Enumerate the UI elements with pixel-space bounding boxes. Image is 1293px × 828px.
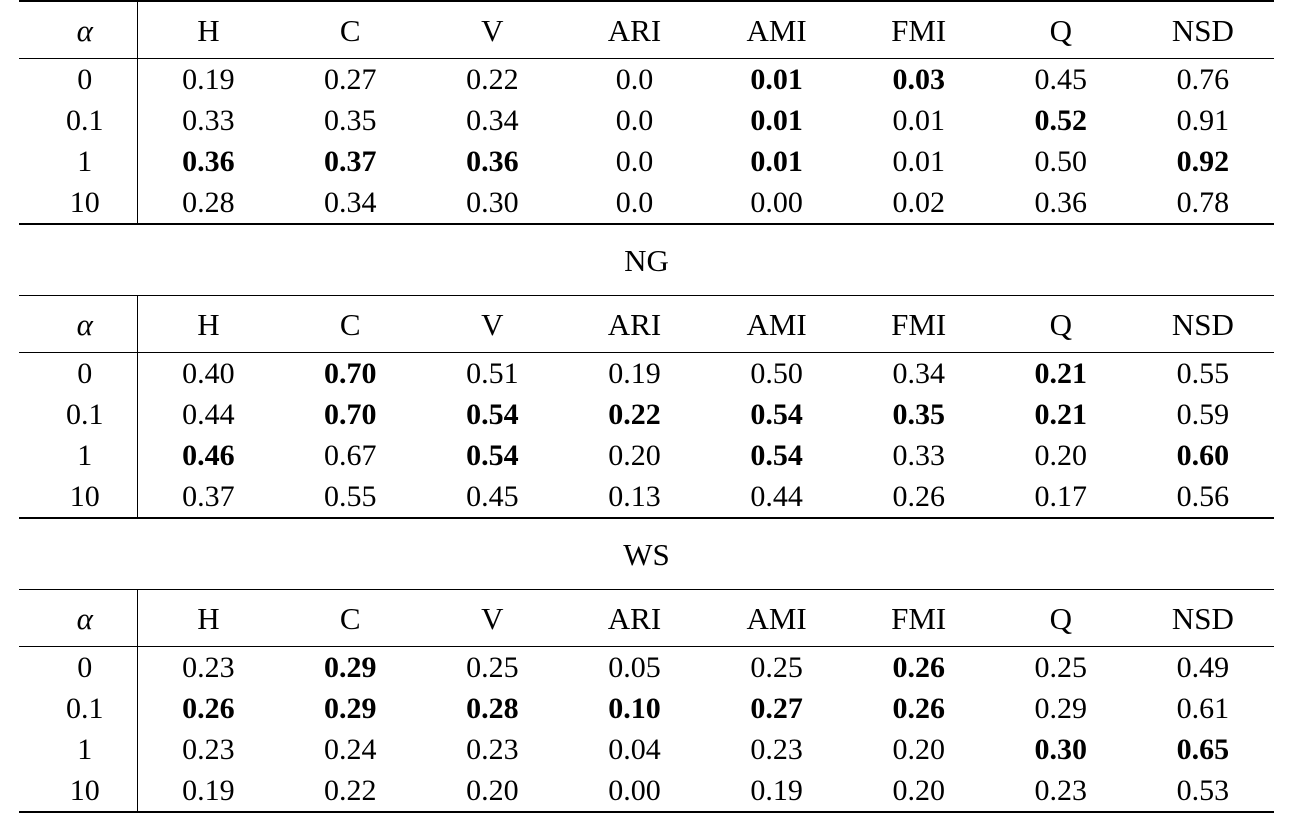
column-header-ari: ARI [563, 590, 705, 647]
table-cell-ari [563, 59, 705, 101]
column-header-c: C [279, 296, 421, 353]
table-cell-nsd [1132, 770, 1274, 812]
table-cell-q [990, 394, 1132, 435]
cell-value: 0.01 [750, 103, 803, 137]
cell-value: 0.91 [1176, 103, 1230, 137]
cell-value: 0.23 [750, 732, 803, 766]
table-cell-fmi [848, 770, 990, 812]
column-header-h: H [137, 296, 279, 353]
table-cell-h [137, 59, 279, 101]
table-cell-c [279, 770, 421, 812]
cell-value: 0.54 [750, 438, 803, 472]
table-cell-q [990, 353, 1132, 395]
table-cell-v [421, 182, 563, 224]
table-cell-fmi [848, 729, 990, 770]
table-cell-q [990, 141, 1132, 182]
column-header-ari: ARI [563, 1, 705, 59]
table-cell-v [421, 59, 563, 101]
table-cell-nsd [1132, 182, 1274, 224]
table-cell-c [279, 476, 421, 518]
table-cell-ami [706, 435, 848, 476]
cell-value: 0.76 [1176, 62, 1230, 96]
row-label-alpha: 0 [19, 59, 137, 101]
cell-value: 0.25 [1034, 650, 1088, 684]
table-cell-h [137, 141, 279, 182]
cell-value: 0.19 [182, 773, 235, 807]
table-cell-ari [563, 182, 705, 224]
column-header-ami: AMI [706, 590, 848, 647]
cell-value: 0.40 [182, 356, 235, 390]
cell-value: 0.04 [608, 732, 661, 766]
cell-value: 0.49 [1176, 650, 1230, 684]
table-cell-ari [563, 394, 705, 435]
table-cell-v [421, 353, 563, 395]
table-header-row [19, 1, 1274, 59]
cell-value: 0.35 [324, 103, 377, 137]
table-cell-ami [706, 182, 848, 224]
cell-value: 0.46 [182, 438, 235, 472]
table-cell-h [137, 394, 279, 435]
table-cell-fmi [848, 182, 990, 224]
table-cell-h [137, 688, 279, 729]
table-cell-c [279, 435, 421, 476]
column-header-c: C [279, 1, 421, 59]
cell-value: 0.44 [750, 479, 803, 513]
table-cell-nsd [1132, 435, 1274, 476]
column-header-alpha: α [19, 296, 137, 353]
column-header-fmi: FMI [848, 1, 990, 59]
table-row [19, 100, 1274, 141]
row-label-alpha: 0 [19, 647, 137, 689]
cell-value: 0.21 [1034, 356, 1088, 390]
table-cell-c [279, 729, 421, 770]
cell-value: 0.24 [324, 732, 377, 766]
cell-value: 0.22 [608, 397, 661, 431]
table-cell-c [279, 100, 421, 141]
table-row [19, 394, 1274, 435]
cell-value: 0.01 [892, 144, 945, 178]
table-cell-h [137, 647, 279, 689]
table-cell-ari [563, 770, 705, 812]
table-cell-ari [563, 100, 705, 141]
table-cell-fmi [848, 394, 990, 435]
row-label-alpha: 0.1 [19, 100, 137, 141]
column-header-fmi: FMI [848, 590, 990, 647]
table-cell-h [137, 729, 279, 770]
cell-value: 0.20 [466, 773, 519, 807]
column-header-q: Q [990, 590, 1132, 647]
cell-value: 0.34 [324, 185, 377, 219]
table-cell-nsd [1132, 729, 1274, 770]
cell-value: 0.56 [1176, 479, 1230, 513]
cell-value: 0.70 [324, 356, 377, 390]
table-cell-v [421, 647, 563, 689]
table-cell-ami [706, 729, 848, 770]
cell-value: 0.01 [892, 103, 945, 137]
cell-value: 0.36 [466, 144, 519, 178]
table-cell-ami [706, 770, 848, 812]
table-cell-ari [563, 647, 705, 689]
table-cell-v [421, 476, 563, 518]
cell-value: 0.36 [182, 144, 235, 178]
cell-value: 0.23 [182, 650, 235, 684]
cell-value: 0.23 [466, 732, 519, 766]
cell-value: 0.54 [750, 397, 803, 431]
column-header-alpha: α [19, 590, 137, 647]
cell-value: 0.36 [1034, 185, 1088, 219]
table-cell-c [279, 353, 421, 395]
cell-value: 0.34 [466, 103, 519, 137]
table-cell-nsd [1132, 688, 1274, 729]
table-cell-ari [563, 688, 705, 729]
cell-value: 0.20 [892, 732, 945, 766]
cell-value: 0.23 [1034, 773, 1088, 807]
column-header-h: H [137, 590, 279, 647]
section-label: WS [19, 518, 1274, 590]
table-cell-ami [706, 476, 848, 518]
cell-value: 0.50 [1034, 144, 1088, 178]
table-cell-h [137, 770, 279, 812]
section-label-row [19, 224, 1274, 296]
cell-value: 0.02 [892, 185, 945, 219]
column-header-v: V [421, 590, 563, 647]
cell-value: 0.20 [892, 773, 945, 807]
table-cell-q [990, 100, 1132, 141]
cell-value: 0.34 [892, 356, 945, 390]
table-cell-fmi [848, 476, 990, 518]
table-row [19, 182, 1274, 224]
table-cell-h [137, 476, 279, 518]
table-cell-nsd [1132, 100, 1274, 141]
table-cell-ari [563, 353, 705, 395]
table-cell-ari [563, 141, 705, 182]
table-row [19, 141, 1274, 182]
table-header-row [19, 590, 1274, 647]
section-label-row [19, 518, 1274, 590]
column-header-h: H [137, 1, 279, 59]
table-cell-ami [706, 647, 848, 689]
cell-value: 0.37 [182, 479, 235, 513]
table-cell-fmi [848, 688, 990, 729]
cell-value: 0.26 [892, 691, 945, 725]
row-label-alpha: 1 [19, 729, 137, 770]
table-cell-c [279, 688, 421, 729]
section-label: NG [19, 224, 1274, 296]
cell-value: 0.01 [750, 62, 803, 96]
table-cell-fmi [848, 647, 990, 689]
cell-value: 0.45 [466, 479, 519, 513]
column-header-ami: AMI [706, 296, 848, 353]
cell-value: 0.25 [750, 650, 803, 684]
cell-value: 0.33 [892, 438, 945, 472]
row-label-alpha: 10 [19, 770, 137, 812]
cell-value: 0.10 [608, 691, 661, 725]
cell-value: 0.44 [182, 397, 235, 431]
cell-value: 0.55 [324, 479, 377, 513]
row-label-alpha: 0.1 [19, 394, 137, 435]
cell-value: 0.21 [1034, 397, 1088, 431]
cell-value: 0.00 [608, 773, 661, 807]
column-header-alpha: α [19, 1, 137, 59]
cell-value: 0.0 [615, 62, 654, 96]
cell-value: 0.17 [1034, 479, 1088, 513]
cell-value: 0.37 [324, 144, 377, 178]
table-cell-nsd [1132, 141, 1274, 182]
column-header-fmi: FMI [848, 296, 990, 353]
table-row [19, 435, 1274, 476]
cell-value: 0.29 [324, 691, 377, 725]
table-cell-ari [563, 729, 705, 770]
table-cell-h [137, 435, 279, 476]
cell-value: 0.52 [1034, 103, 1088, 137]
cell-value: 0.23 [182, 732, 235, 766]
cell-value: 0.45 [1034, 62, 1088, 96]
cell-value: 0.0 [615, 185, 654, 219]
table-cell-v [421, 100, 563, 141]
column-header-v: V [421, 296, 563, 353]
cell-value: 0.05 [608, 650, 661, 684]
column-header-q: Q [990, 296, 1132, 353]
table-cell-ari [563, 435, 705, 476]
table-cell-q [990, 182, 1132, 224]
table-cell-c [279, 141, 421, 182]
cell-value: 0.20 [608, 438, 661, 472]
cell-value: 0.29 [324, 650, 377, 684]
results-table [19, 0, 1274, 818]
cell-value: 0.29 [1034, 691, 1088, 725]
cell-value: 0.0 [615, 103, 654, 137]
table-cell-ami [706, 100, 848, 141]
cell-value: 0.35 [892, 397, 945, 431]
table-cell-ami [706, 688, 848, 729]
table-cell-nsd [1132, 476, 1274, 518]
cell-value: 0.61 [1176, 691, 1230, 725]
cell-value: 0.30 [1034, 732, 1088, 766]
cell-value: 0.22 [324, 773, 377, 807]
table-cell-v [421, 141, 563, 182]
cell-value: 0.65 [1176, 732, 1230, 766]
table-cell-fmi [848, 100, 990, 141]
row-label-alpha: 10 [19, 476, 137, 518]
table-row [19, 688, 1274, 729]
table-cell-v [421, 394, 563, 435]
table-cell-nsd [1132, 353, 1274, 395]
cell-value: 0.54 [466, 438, 519, 472]
cell-value: 0.03 [892, 62, 945, 96]
table-row [19, 729, 1274, 770]
cell-value: 0.33 [182, 103, 235, 137]
table-cell-h [137, 353, 279, 395]
table-cell-q [990, 476, 1132, 518]
row-label-alpha: 1 [19, 435, 137, 476]
cell-value: 0.53 [1176, 773, 1230, 807]
table-row [19, 770, 1274, 812]
table-cell-nsd [1132, 394, 1274, 435]
table-cell-v [421, 435, 563, 476]
cell-value: 0.19 [750, 773, 803, 807]
cell-value: 0.55 [1176, 356, 1230, 390]
cell-value: 0.67 [324, 438, 377, 472]
table-row [19, 476, 1274, 518]
column-header-c: C [279, 590, 421, 647]
table-row [19, 59, 1274, 101]
cell-value: 0.13 [608, 479, 661, 513]
table-cell-nsd [1132, 59, 1274, 101]
row-label-alpha: 10 [19, 182, 137, 224]
column-header-nsd: NSD [1132, 1, 1274, 59]
cell-value: 0.19 [182, 62, 235, 96]
cell-value: 0.50 [750, 356, 803, 390]
table-cell-q [990, 59, 1132, 101]
table-cell-v [421, 729, 563, 770]
table-cell-c [279, 59, 421, 101]
cell-value: 0.78 [1176, 185, 1230, 219]
column-header-q: Q [990, 1, 1132, 59]
cell-value: 0.22 [466, 62, 519, 96]
table-row [19, 647, 1274, 689]
cell-value: 0.00 [750, 185, 803, 219]
cell-value: 0.54 [466, 397, 519, 431]
table-cell-fmi [848, 141, 990, 182]
cell-value: 0.28 [466, 691, 519, 725]
table-cell-nsd [1132, 647, 1274, 689]
table-cell-ari [563, 476, 705, 518]
table-cell-c [279, 182, 421, 224]
cell-value: 0.26 [182, 691, 235, 725]
cell-value: 0.26 [892, 650, 945, 684]
table-cell-q [990, 770, 1132, 812]
table-cell-v [421, 770, 563, 812]
cell-value: 0.26 [892, 479, 945, 513]
cell-value: 0.59 [1176, 397, 1230, 431]
table-cell-h [137, 100, 279, 141]
column-header-ari: ARI [563, 296, 705, 353]
cell-value: 0.19 [608, 356, 661, 390]
row-label-alpha: 0.1 [19, 688, 137, 729]
rule-cell [19, 812, 1274, 818]
column-header-nsd: NSD [1132, 590, 1274, 647]
cell-value: 0.28 [182, 185, 235, 219]
row-label-alpha: 1 [19, 141, 137, 182]
table-cell-fmi [848, 435, 990, 476]
table-cell-fmi [848, 353, 990, 395]
cell-value: 0.01 [750, 144, 803, 178]
table-header-row [19, 296, 1274, 353]
cell-value: 0.70 [324, 397, 377, 431]
table-cell-h [137, 182, 279, 224]
table-cell-ami [706, 394, 848, 435]
cell-value: 0.30 [466, 185, 519, 219]
cell-value: 0.51 [466, 356, 519, 390]
cell-value: 0.60 [1176, 438, 1230, 472]
cell-value: 0.92 [1176, 144, 1230, 178]
table-cell-c [279, 394, 421, 435]
table-cell-c [279, 647, 421, 689]
table-bottom-rule [19, 812, 1274, 818]
table-cell-fmi [848, 59, 990, 101]
cell-value: 0.27 [324, 62, 377, 96]
table-cell-ami [706, 141, 848, 182]
cell-value: 0.27 [750, 691, 803, 725]
table-cell-ami [706, 59, 848, 101]
table-body [19, 1, 1274, 818]
table-cell-q [990, 729, 1132, 770]
column-header-nsd: NSD [1132, 296, 1274, 353]
table-cell-q [990, 435, 1132, 476]
table-cell-q [990, 688, 1132, 729]
table-cell-ami [706, 353, 848, 395]
cell-value: 0.25 [466, 650, 519, 684]
column-header-v: V [421, 1, 563, 59]
cell-value: 0.0 [615, 144, 654, 178]
table-cell-q [990, 647, 1132, 689]
table-row [19, 353, 1274, 395]
cell-value: 0.20 [1034, 438, 1088, 472]
table-cell-v [421, 688, 563, 729]
row-label-alpha: 0 [19, 353, 137, 395]
column-header-ami: AMI [706, 1, 848, 59]
